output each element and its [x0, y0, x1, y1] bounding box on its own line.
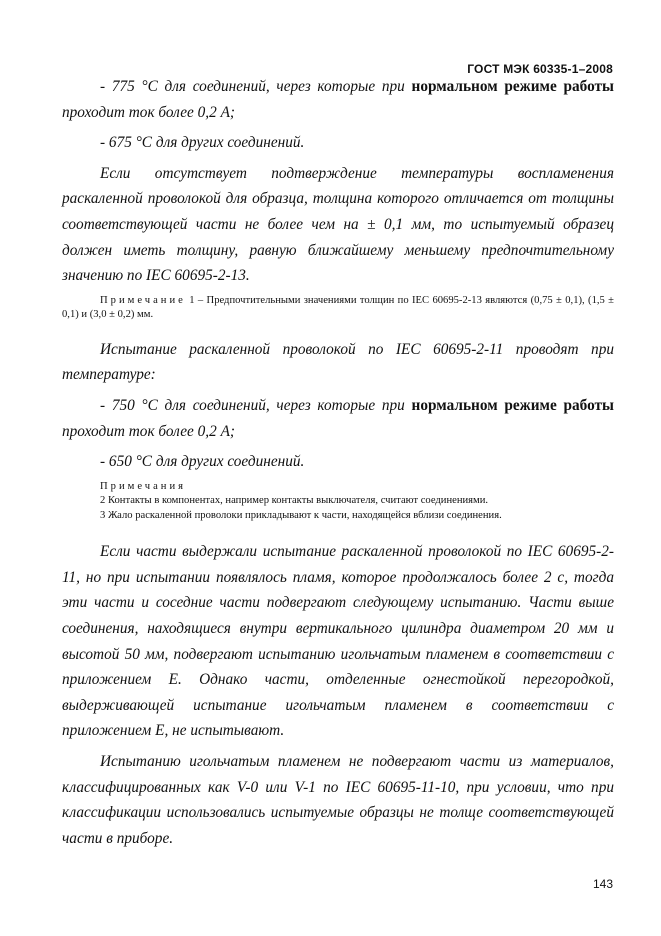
- note-3: 3 Жало раскаленной проволоки прикладывают к части, находящейся вблизи соединения.: [100, 509, 502, 521]
- note-2: 2 Контакты в компонентах, например контакты выключателя, считают соединениями.: [100, 495, 489, 507]
- paragraph-750: [62, 393, 614, 444]
- paragraph-exemption: Испытанию игольчатым пламенем не подвергают части из материалов, классифицированных как V-0 или V-1 по IEC 60695-11-10, при условии, что при классификации использовались испытуемые образцы не толще соответствующей части в приборе.: [62, 752, 614, 847]
- paragraph-650: - 650 °С для других соединений.: [100, 453, 305, 471]
- paragraph-glow-wire-test: Испытание раскаленной проволокой по IEC 60695-2-11 проводят при температуре:: [62, 340, 614, 384]
- standard-header: ГОСТ МЭК 60335-1–2008: [467, 62, 613, 76]
- note-text: 1 – Предпочтительными значениями толщин по IEC 60695-2-13 являются (0,75 ± 0,1), (1,5 ± 0,1) и (3,0 ± 0,2) мм.: [62, 294, 614, 321]
- paragraph-needle-flame: Если части выдержали испытание раскаленной проволокой по IEC 60695-2-11, но при испытании появлялось пламя, которое продолжалось более 2 с, тогда эти части и соседние части подвергают следующему испытанию. Части выше соединения, находящиеся внутри вертикального цилиндра диаметром 20 мм и высотой 50 мм, подвергают испытанию игольчатым пламенем в соответствии с приложением Е. Однако части, отделенные огнестойкой перегородкой, выдерживающей испытание игольчатым пламенем в соответствии с приложением Е, не испытывают.: [62, 543, 614, 740]
- paragraph-thickness: Если отсутствует подтверждение температуры воспламенения раскаленной проволокой для образца, толщина которого отличается от толщины соответствующей части не более чем на ± 0,1 мм, то испытуемый образец должен иметь толщину, равную ближайшему меньшему предпочтительному значению по IEC 60695-2-13.: [62, 164, 614, 285]
- note-label: Примечание: [100, 294, 186, 306]
- notes-heading: Примечания: [100, 480, 186, 492]
- paragraph-775: [62, 74, 614, 125]
- paragraph-text: проходит ток более 0,2 А;: [62, 103, 236, 121]
- bold-term: нормальном режиме работы: [411, 396, 614, 414]
- paragraph-text: - 775 °С для соединений, через которые при: [100, 78, 412, 95]
- document-body: [62, 74, 614, 851]
- note-1: [62, 294, 614, 323]
- paragraph-text: проходит ток более 0,2 А;: [62, 422, 236, 440]
- paragraph-675: - 675 °С для других соединений.: [100, 134, 305, 152]
- bold-term: нормальном режиме работы: [411, 78, 614, 95]
- notes-label: [62, 480, 614, 495]
- paragraph-text: - 750 °С для соединений, через которые при: [100, 396, 412, 414]
- page-number: 143: [592, 877, 613, 891]
